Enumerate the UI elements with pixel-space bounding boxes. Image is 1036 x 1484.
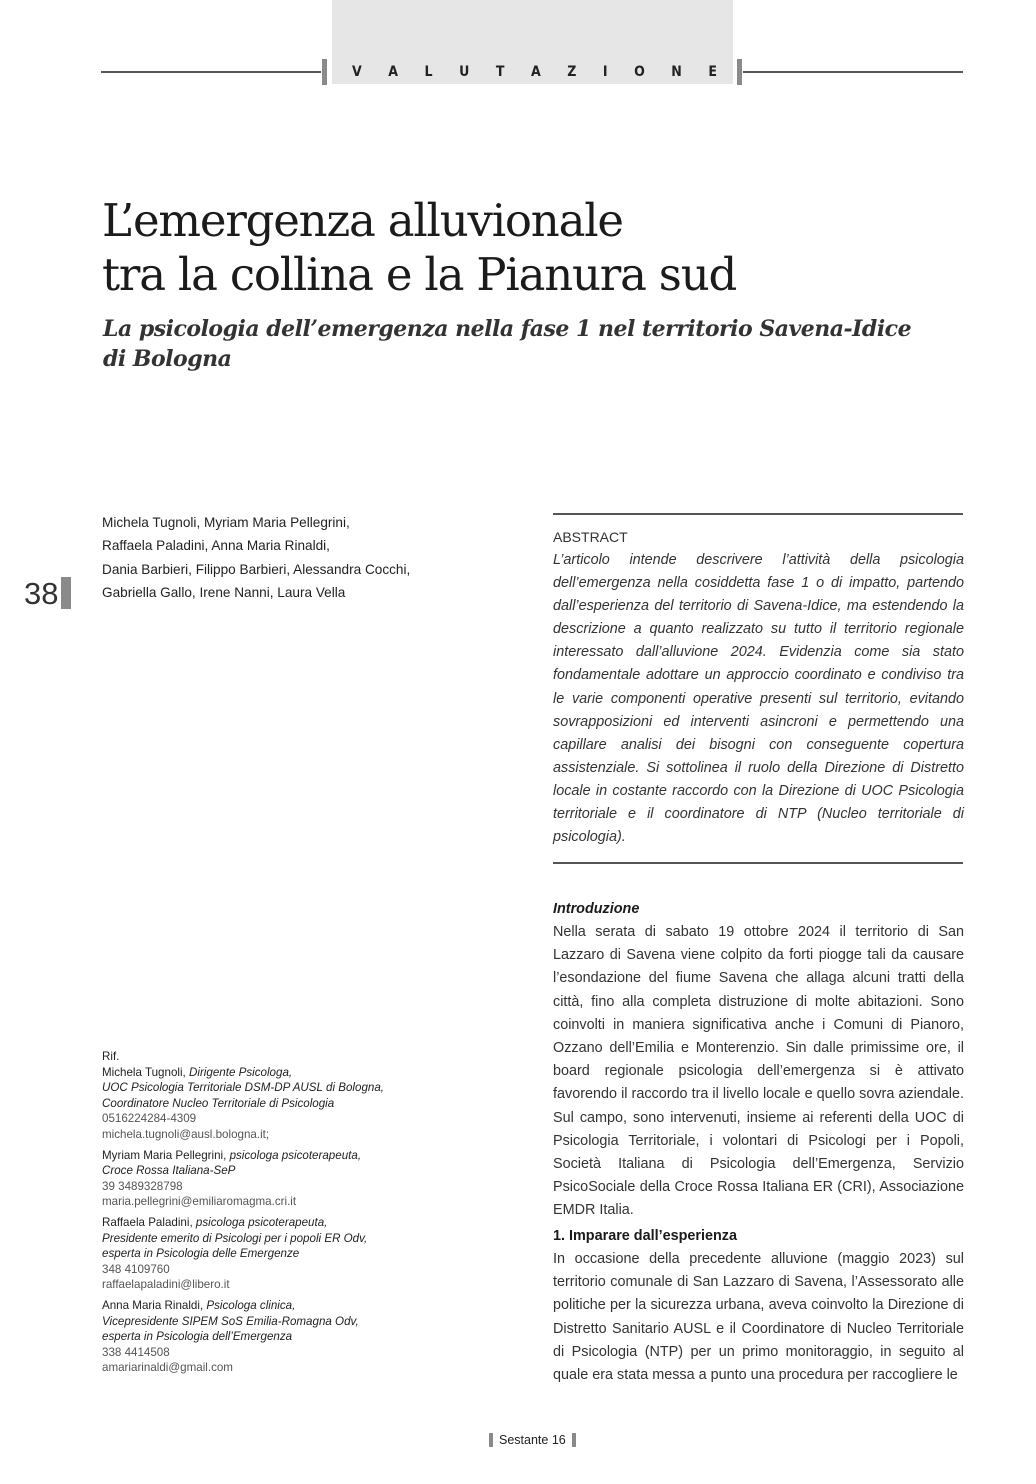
reference-role: esperta in Psicologia dell’Emergenza [102, 1330, 293, 1344]
footer-bar-left [489, 1433, 493, 1447]
reference-name: Raffaela Paladini, [102, 1215, 196, 1229]
introduction-text [553, 921, 964, 1223]
article-subtitle [103, 314, 933, 374]
article-title-line: tra la collina e la Pianura sud [102, 248, 737, 301]
reference-email[interactable]: raffaelapaladini@libero.it [102, 1278, 230, 1292]
reference-name: Anna Maria Rinaldi, [102, 1298, 207, 1312]
section-letter: I [602, 64, 608, 80]
section-letter: U [459, 64, 470, 80]
abstract-rule-top [553, 513, 963, 515]
section1-text [553, 1248, 964, 1387]
reference-role: Presidente emerito di Psicologi per i popoli ER Odv, [102, 1231, 368, 1245]
reference-role: Coordinatore Nucleo Territoriale di Psicologia [102, 1096, 335, 1110]
author-line: Dania Barbieri, Filippo Barbieri, Alessandra Cocchi, [102, 561, 411, 577]
footer-label: Sestante 16 [499, 1433, 566, 1447]
section-letter: O [634, 64, 645, 80]
header-rule-right [743, 71, 963, 73]
section-letter: A [388, 64, 399, 80]
reference-role: Dirigente Psicologa, [189, 1065, 293, 1079]
reference-email[interactable]: maria.pellegrini@emiliaromagma.cri.it [102, 1195, 297, 1209]
section1-heading: 1. Imparare dall’esperienza [553, 1228, 737, 1244]
page-number-bar [61, 577, 71, 609]
references-label: Rif. [102, 1050, 120, 1063]
reference-role: psicologa psicoterapeuta, [229, 1148, 362, 1162]
reference-entry [102, 1148, 422, 1210]
reference-role: Psicologa clinica, [206, 1298, 296, 1312]
reference-phone: 39 3489328798 [102, 1179, 183, 1193]
reference-phone: 348 4109760 [102, 1262, 170, 1276]
references [102, 1049, 422, 1381]
author-list [102, 511, 442, 605]
section-letter: Z [567, 64, 577, 80]
header-bar-right [737, 59, 742, 85]
reference-role: Croce Rossa Italiana-SeP [102, 1164, 236, 1178]
abstract-label: ABSTRACT [553, 529, 628, 545]
reference-name: Michela Tugnoli, [102, 1065, 189, 1079]
article-title [102, 194, 942, 302]
reference-entry [102, 1065, 422, 1143]
introduction-heading: Introduzione [553, 901, 640, 917]
header-rule-left [101, 71, 321, 73]
reference-role: psicologa psicoterapeuta, [195, 1215, 328, 1229]
reference-phone: 338 4414508 [102, 1345, 170, 1359]
section-letter: T [495, 64, 505, 80]
reference-email[interactable]: amariarinaldi@gmail.com [102, 1361, 233, 1375]
abstract-text: L’articolo intende descrivere l’attività della psicologia dell’emergenza nella cosiddetta fase 1 o di impatto, partendo dall’esperienza del territorio di Savena-Idice, ma estendendo la descrizione a quanto realizzato su tutto il territorio regionale interessato dall’alluvione 2024. Evidenzia come sia stato fondamentale adottare un approccio coordinato e condiviso tra le varie componenti operative presenti sul territorio, evitando sovrapposizioni ed interventi asincroni e permettendo una capillare analisi dei bisogni con conseguente copertura assistenziale. Si sottolinea il ruolo della Direzione di Distretto locale in costante raccordo con la Direzione di UOC Psicologia territoriale e il coordinatore di NTP (Nucleo territoriale di psicologia). [553, 552, 964, 846]
article-subtitle-line: La psicologia dell’emergenza nella fase 1 nel territorio Savena-Idice [103, 316, 912, 342]
header-bar-left [322, 59, 327, 85]
page-number: 38 [24, 576, 59, 611]
section-label [340, 62, 725, 82]
section-letter: L [424, 64, 433, 80]
author-line: Gabriella Gallo, Irene Nanni, Laura Vella [102, 585, 346, 601]
article-subtitle-line: di Bologna [103, 346, 232, 372]
section-letter: A [530, 64, 541, 80]
section1-paragraph: In occasione della precedente alluvione (maggio 2023) sul territorio comunale di San Lazzaro di Savena, l’Assessorato alle politiche per la sicurezza urbana, aveva coinvolto la Direzione di Distretto Sanitario AUSL e il Coordinatore di Nucleo Territoriale di Psicologia (NTP) per un primo monitoraggio, in seguito al quale era stata messa a punto una procedura per raccogliere le [553, 1251, 964, 1384]
author-line: Michela Tugnoli, Myriam Maria Pellegrini, [102, 515, 350, 530]
abstract-rule-bottom [553, 862, 963, 864]
page-footer [489, 1431, 576, 1449]
reference-role: UOC Psicologia Territoriale DSM-DP AUSL di Bologna, [102, 1081, 385, 1095]
article-title-line: L’emergenza alluvionale [102, 194, 623, 247]
introduction-paragraph: Nella serata di sabato 19 ottobre 2024 il territorio di San Lazzaro di Savena viene colpito da forti piogge tali da causare l’esondazione del fiume Savena che allaga alcuni tratti della città, fino alla completa distruzione di molte abitazioni. Sono coinvolti in maniera significativa anche i Comuni di Pianoro, Ozzano dell’Emilia e Monterenzio. Sin dalle primissime ore, il board regionale psicologia dell’emergenza si è attivato favorendo il raccordo tra il livello locale e quello sovra aziendale. Sul campo, sono intervenuti, insieme ai referenti della UOC di Psicologia Territoriale, i volontari di Psicologi per i Popoli, Società Italiana di Psicologia dell’Emergenza, Servizio PsicoSociale della Croce Rossa Italiana ER (CRI), Associazione EMDR Italia. [553, 924, 964, 1219]
section-letter: N [671, 64, 682, 80]
footer-bar-right [572, 1433, 576, 1447]
reference-role: Vicepresidente SIPEM SoS Emilia-Romagna Odv, [102, 1314, 359, 1328]
section-letter: E [708, 64, 717, 80]
reference-entry [102, 1298, 422, 1376]
section-letter: V [352, 64, 362, 80]
reference-name: Myriam Maria Pellegrini, [102, 1148, 230, 1162]
reference-email[interactable]: michela.tugnoli@ausl.bologna.it; [102, 1127, 270, 1141]
author-line: Raffaela Paladini, Anna Maria Rinaldi, [102, 538, 330, 554]
reference-role: esperta in Psicologia delle Emergenze [102, 1247, 300, 1261]
reference-phone: 0516224284-4309 [102, 1112, 197, 1126]
reference-entry [102, 1215, 422, 1293]
